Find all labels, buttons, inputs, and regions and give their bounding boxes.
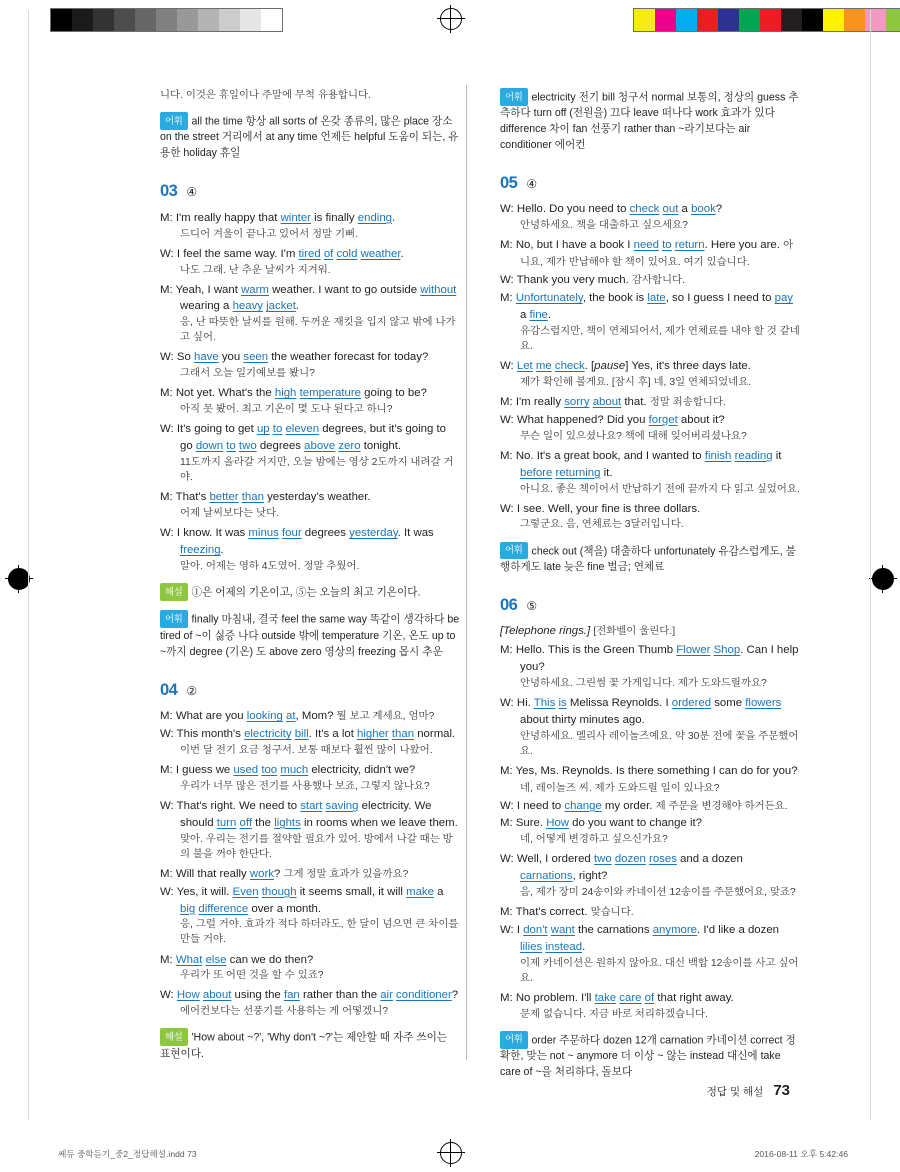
explanation-note [160,1028,460,1062]
dialogue-translation: 응, 난 따뜻한 날씨를 원해. 두꺼운 재킷을 입지 않고 밖에 나가고 싶어. [180,317,456,344]
dialogue-translation: 우리가 너무 많은 전기를 사용했나 보죠, 그렇지 않나요? [180,780,430,792]
dialogue-line: M: Will that really work? 그게 정말 효과가 있을까요? [160,867,409,880]
dialogue-line: M: That's better than yesterday's weather. 어제 날씨보다는 낫다. [160,489,460,521]
explanation-text: 'How about ~?', 'Why don't ~?'는 제안할 때 자주 쓰이는 표현이다. [160,1031,448,1060]
dialogue-translation: 우리가 또 어떤 것을 할 수 있죠? [180,970,324,982]
registration-mark-left [8,568,30,590]
grayscale-calibration-bar [50,8,283,32]
trim-line-left [28,10,29,1120]
dialogue-line: W: I see. Well, your fine is three dollars. 그렇군요. 음, 연체료는 3달러입니다. [500,501,800,533]
dialogue-translation: 감사합니다. [631,275,685,287]
continued-korean-text: 니다. 이것은 휴일이나 주말에 무척 유용합니다. [160,90,371,101]
dialogue-translation: 안녕하세요. 그린썸 꽃 가게입니다. 제가 도와드릴까요? [520,677,767,689]
dialogue-line: W: So have you seen the weather forecast for today? 그래서 오늘 일기예보를 봤니? [160,349,460,381]
dialogue-translation: 아니요. 좋은 책이어서 반납하기 전에 끝까지 다 읽고 싶었어요. [520,483,800,495]
dialogue-translation: 유감스럽지만, 책이 연체되어서, 제가 연체료를 내야 할 것 같네요. [520,325,800,352]
registration-mark-bottom [440,1142,462,1164]
vocab-tag: 어휘 [500,1031,528,1049]
vocabulary-note [160,112,460,162]
explanation-text: ①은 어제의 기온이고, ⑤는 오늘의 최고 기온이다. [191,586,421,599]
vocab-text: order 주문하다 dozen 12개 carnation 카네이션 correct 정확한, 맞는 not ~ anymore 더 이상 ~ 않는 instead 대신에 take care of ~을 처리하다, 돌보다 [500,1034,796,1079]
question-answer: ② [186,683,198,698]
dialogue-translation: 안녕하세요. 멜리사 레이놀즈예요. 약 30분 전에 꽃을 주문했어요. [520,730,799,757]
vocab-text: check out (책을) 대출하다 unfortunately 유감스럽게도, 불행하게도 late 늦은 fine 벌금; 연체료 [500,545,796,573]
question-number-04 [160,679,460,702]
question-answer: ④ [186,185,198,200]
dialogue-translation: 네, 레이놀즈 씨. 제가 도와드릴 일이 있나요? [520,782,720,794]
trim-line-right [870,10,871,1120]
dialogue-line: W: Hello. Do you need to check out a book? 안녕하세요. 책을 대출하고 싶으세요? [500,201,800,233]
vocab-tag: 어휘 [500,542,528,560]
dialogue-line: M: I'm really happy that winter is finally ending. 드디어 겨울이 끝나고 있어서 정말 기뻐. [160,210,460,242]
dialogue-line: M: Hello. This is the Green Thumb Flower Shop. Can I help you? 안녕하세요. 그린썸 꽃 가게입니다. 제가 도와드릴까요? [500,642,800,691]
dialogue-line: M: I'm really sorry about that. 정말 죄송합니다. [500,395,726,408]
explanation-tag: 해설 [160,1028,188,1046]
explanation-tag: 해설 [160,583,188,601]
vocabulary-note [500,542,800,576]
dialogue-line: M: What are you looking at, Mom? 뭘 보고 계세요, 엄마? [160,710,435,723]
dialogue-line: W: How about using the fan rather than the air conditioner? 에어컨보다는 선풍기를 사용하는 게 어떻겠니? [160,987,460,1019]
left-column [160,88,460,1063]
dialogue-translation: 그래서 오늘 일기예보를 봤니? [180,368,315,380]
color-calibration-bar [633,8,900,32]
dialogue-line: W: Well, I ordered two dozen roses and a dozen carnations, right? 음, 제가 장미 24송이와 카네이션 12송이를 주문했어요, 맞죠? [500,851,800,900]
dialogue-line: M: I guess we used too much electricity, didn't we? 우리가 너무 많은 전기를 사용했나 보죠, 그렇지 않나요? [160,762,460,794]
print-timestamp: 2016-08-11 오후 5:42:46 [754,1149,848,1159]
vocabulary-note [500,88,800,154]
dialogue-line: M: That's correct. 맞습니다. [500,906,634,919]
dialogue-translation: 뭘 보고 계세요, 엄마? [336,711,435,723]
vocab-tag: 어휘 [500,88,528,106]
dialogue-line: M: Yes, Ms. Reynolds. Is there something I can do for you? 네, 레이놀즈 씨. 제가 도와드릴 일이 있나요? [500,764,798,794]
registration-mark-top [440,8,462,30]
dialogue-line: M: Yeah, I want warm weather. I want to go outside without wearing a heavy jacket. 응, 난 따뜻한 날씨를 원해. 두꺼운 재킷을 입지 않고 밖에 나가고 싶어. [160,282,460,346]
vocabulary-note [500,1031,800,1081]
dialogue-translation: 음, 제가 장미 24송이와 카네이션 12송이를 주문했어요, 맞죠? [520,887,796,899]
dialogue-line: W: Thank you very much. 감사합니다. [500,274,685,287]
dialogue-translation: 아직 못 봤어. 최고 기온이 몇 도나 된다고 하니? [180,404,393,416]
question-number: 03 [160,182,178,201]
dialogue-line: M: Sure. How do you want to change it? 네, 어떻게 변경하고 싶으신가요? [500,815,800,847]
dialogue-translation: 맞아. 우리는 전기를 절약할 필요가 있어. 방에서 나갈 때는 방의 불을 꺼야 한단다. [180,833,453,860]
dialogue-translation: 이번 달 전기 요금 청구서. 보통 때보다 훨씬 많이 나왔어. [180,744,433,756]
dialogue-translation: 에어컨보다는 선풍기를 사용하는 게 어떻겠니? [180,1006,389,1018]
dialogue-line: W: Hi. This is Melissa Reynolds. I ordered some flowers about thirty minutes ago. 안녕하세요. 멜리사 레이놀즈예요. 약 30분 전에 꽃을 주문했어요. [500,695,800,759]
question-number: 05 [500,174,518,193]
dialogue-line: W: I don't want the carnations anymore. I'd like a dozen lilies instead. 이제 카네이션은 원하지 않아요. 대신 백합 12송이를 사고 싶어요. [500,922,800,986]
question-number-06 [500,594,800,617]
dialogue-translation: 어제 날씨보다는 낫다. [180,508,279,520]
dialogue-line: W: It's going to get up to eleven degrees, but it's going to go down to two degrees above zero tonight. 11도까지 올라갈 거지만, 오늘 밤에는 영상 2도까지 내려갈 거야. [160,421,460,485]
file-name-slug: 쎄듀 중학듣기_중2_정답해설.indd 73 [58,1149,197,1159]
dialogue-translation: 드디어 겨울이 끝나고 있어서 정말 기뻐. [180,228,358,240]
dialogue-translation: 응, 그럴 거야. 효과가 적다 하더라도, 한 달이 넘으면 큰 차이를 만들 거야. [180,919,459,946]
dialogue-line: M: No, but I have a book I need to return. Here you are. 아니요, 제가 반납해야 할 책이 있어요. 여기 있습니다. [500,239,794,269]
vocab-tag: 어휘 [160,610,188,628]
dialogue-line: M: No problem. I'll take care of that right away. 문제 없습니다. 지금 바로 처리하겠습니다. [500,990,800,1022]
dialogue-line: W: What happened? Did you forget about it? 무슨 일이 있으셨나요? 책에 대해 잊어버리셨나요? [500,412,800,444]
dialogue-03 [160,210,460,574]
question-number: 06 [500,595,518,614]
dialogue-line: W: I need to change my order. 제 주문을 변경해야 하거든요. [500,799,788,812]
right-column [500,88,800,1081]
dialogue-line: M: Not yet. What's the high temperature going to be? 아직 못 봤어. 최고 기온이 몇 도나 된다고 하니? [160,385,460,417]
dialogue-line: M: Unfortunately, the book is late, so I guess I need to pay a fine. 유감스럽지만, 책이 연체되어서, 제가 연체료를 내야 할 것 같네요. [500,290,800,354]
dialogue-translation: 그렇군요. 음, 연체료는 3달러입니다. [520,519,684,531]
stage-direction-en: [Telephone rings.] [500,625,591,638]
question-number-05 [500,172,800,195]
vocab-text: finally 마침내, 결국 feel the same way 똑같이 생각하다 be tired of ~이 싫증 나다 outside 밖에 temperature 기온, 온도 up to ~까지 degree (기온) 도 above zero 영상의 freezing 몹시 추운 [160,613,460,658]
dialogue-translation: 제 주문을 변경해야 하거든요. [655,800,788,812]
explanation-note [160,583,460,601]
dialogue-05 [500,201,800,532]
dialogue-line: W: This month's electricity bill. It's a lot higher than normal. 이번 달 전기 요금 청구서. 보통 때보다 훨씬 많이 나왔어. [160,726,460,758]
dialogue-translation: 무슨 일이 있으셨나요? 책에 대해 잊어버리셨나요? [520,430,747,442]
question-answer: ⑤ [526,598,538,613]
dialogue-line: W: Let me check. [pause] Yes, it's three days late. 제가 확인해 볼게요. [잠시 후] 네, 3일 연체되었네요. [500,358,800,390]
dialogue-line: W: I feel the same way. I'm tired of cold weather. 나도 그래. 난 추운 날씨가 지겨워. [160,246,460,278]
dialogue-06 [500,642,800,1022]
dialogue-translation: 11도까지 올라갈 거지만, 오늘 밤에는 영상 2도까지 내려갈 거야. [180,457,454,484]
page-number: 73 [773,1082,790,1099]
dialogue-line: W: That's right. We need to start saving electricity. We should turn off the lights in rooms when we leave them. 맞아. 우리는 전기를 절약할 필요가 있어. 방에서 나갈 때는 방의 불을 꺼야 한단다. [160,798,460,862]
dialogue-translation: 안녕하세요. 책을 대출하고 싶으세요? [520,220,688,232]
question-number: 04 [160,680,178,699]
footer-label: 정답 및 해설 [706,1086,764,1098]
stage-direction-kr: [전화벨이 울린다.] [593,626,676,638]
dialogue-translation: 이제 카네이션은 원하지 않아요. 대신 백합 12송이를 사고 싶어요. [520,957,799,984]
dialogue-line: W: Yes, it will. Even though it seems small, it will make a big difference over a month. 응, 그럴 거야. 효과가 적다 하더라도, 한 달이 넘으면 큰 차이를 만들 거야. [160,884,460,948]
stage-direction [500,623,800,640]
dialogue-translation: 알아. 어제는 영하 4도였어. 정말 추웠어. [180,561,360,572]
dialogue-translation: 나도 그래. 난 추운 날씨가 지겨워. [180,264,331,276]
dialogue-translation: 제가 확인해 볼게요. [잠시 후] 네, 3일 연체되었네요. [520,376,752,388]
question-answer: ④ [526,177,538,192]
dialogue-04 [160,708,460,1019]
vocab-text: electricity 전기 bill 청구서 normal 보통의, 정상의 guess 추측하다 turn off (전원을) 끄다 leave 떠나다 work 효과가 있다 difference 차이 fan 선풍기 rather than ~라기보다는 air conditioner 에어컨 [500,91,799,152]
dialogue-line: M: What else can we do then? 우리가 또 어떤 것을 할 수 있죠? [160,952,460,984]
registration-mark-right [872,568,894,590]
dialogue-translation: 아니요, 제가 반납해야 할 책이 있어요. 여기 있습니다. [520,240,794,269]
dialogue-translation: 네, 어떻게 변경하고 싶으신가요? [520,834,668,846]
dialogue-line: W: I know. It was minus four degrees yesterday. It was freezing. 알아. 어제는 영하 4도였어. 정말 추웠어. [160,525,460,574]
dialogue-translation: 그게 정말 효과가 있을까요? [283,868,409,880]
column-divider [466,85,467,1060]
vocab-text: all the time 항상 all sorts of 온갖 종류의, 많은 place 장소 on the street 거리에서 at any time 언제든 helpful 도움이 되는, 유용한 holiday 휴일 [160,115,459,160]
vocab-tag: 어휘 [160,112,188,130]
dialogue-translation: 맞습니다. [590,907,634,919]
dialogue-translation: 정말 죄송합니다. [649,396,726,408]
dialogue-line: M: No. It's a great book, and I wanted to finish reading it before returning it. 아니요. 좋은 책이어서 반납하기 전에 끝까지 다 읽고 싶었어요. [500,448,800,497]
dialogue-translation: 문제 없습니다. 지금 바로 처리하겠습니다. [520,1008,708,1020]
question-number-03 [160,180,460,203]
vocabulary-note [160,610,460,660]
